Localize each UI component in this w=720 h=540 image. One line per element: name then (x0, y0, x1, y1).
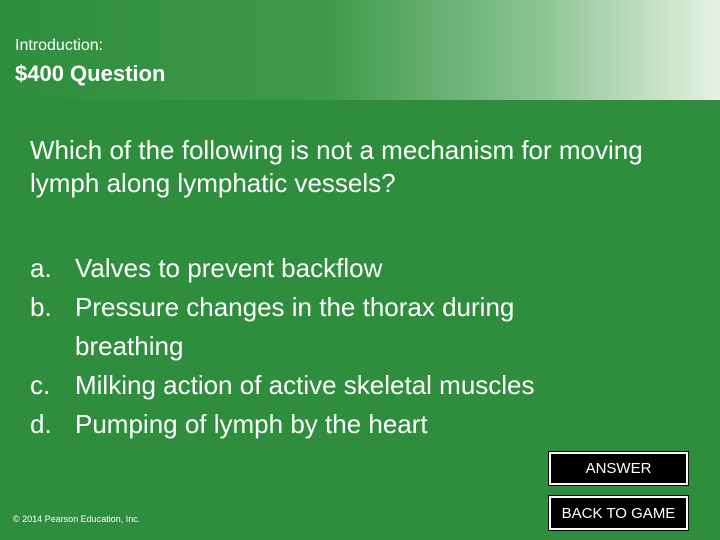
answer-option-a (30, 249, 670, 288)
answer-button[interactable]: ANSWER (549, 452, 688, 485)
answer-text: Pumping of lymph by the heart (75, 409, 428, 439)
answer-option-b (30, 288, 670, 366)
answer-text: Valves to prevent backflow (75, 253, 383, 283)
answer-letter: d. (30, 409, 52, 439)
answer-text: Pressure changes in the thorax during breathing (75, 292, 515, 361)
copyright-notice: © 2014 Pearson Education, Inc. (13, 514, 141, 524)
header-banner (0, 0, 720, 100)
answer-option-c (30, 366, 670, 405)
answer-letter: c. (30, 370, 51, 400)
question-value-title: $400 Question (15, 61, 166, 86)
question-text: Which of the following is not a mechanism for moving lymph along lymphatic vessels? (30, 135, 643, 198)
answer-list (30, 249, 670, 444)
answer-option-d (30, 405, 670, 444)
answer-letter: a. (30, 253, 52, 283)
answer-text: Milking action of active skeletal muscles (75, 370, 535, 400)
back-to-game-button[interactable]: BACK TO GAME (549, 496, 688, 530)
answer-letter: b. (30, 292, 52, 322)
category-label: Introduction: (15, 37, 104, 54)
